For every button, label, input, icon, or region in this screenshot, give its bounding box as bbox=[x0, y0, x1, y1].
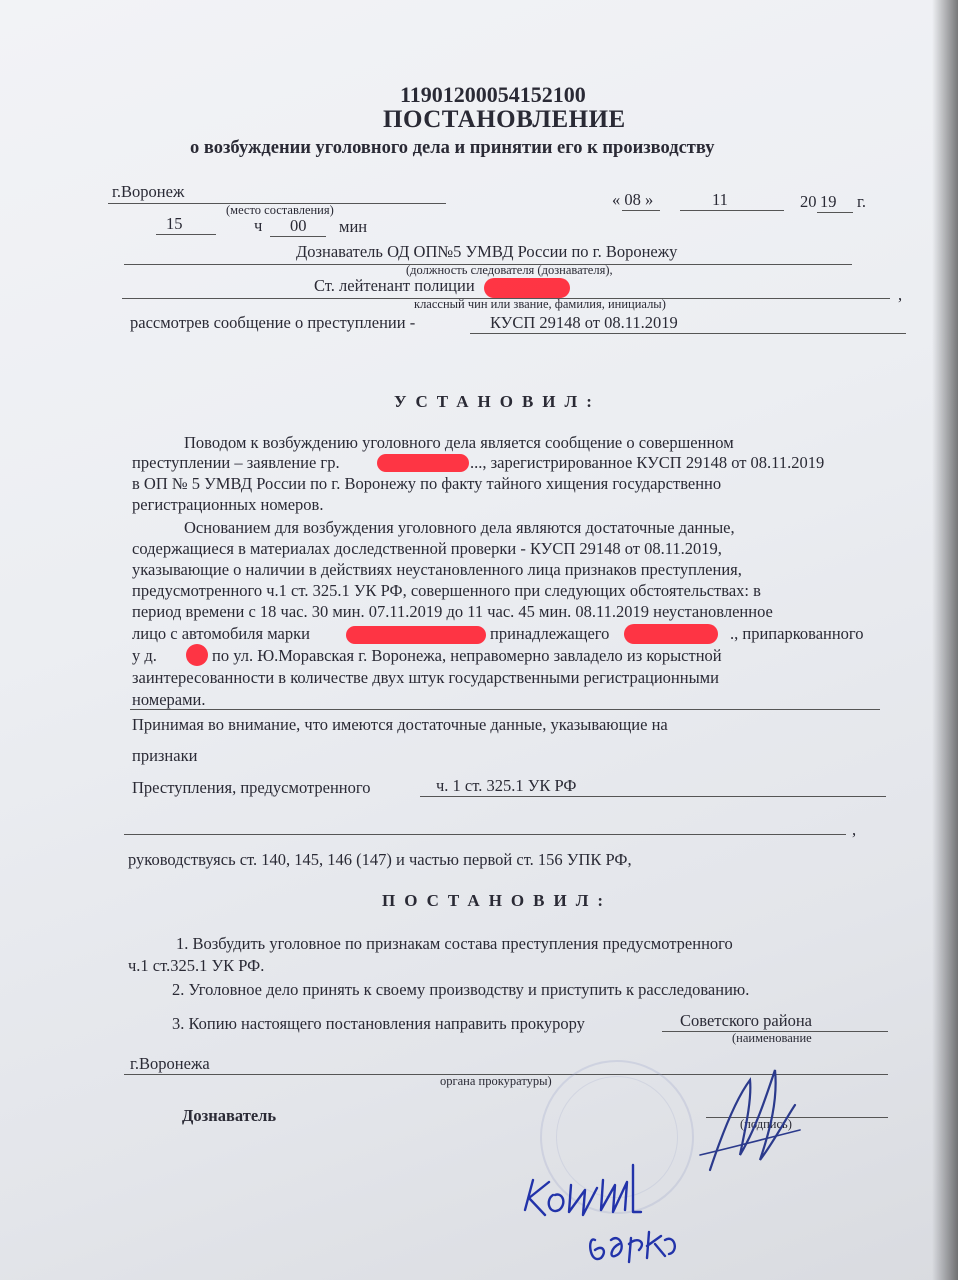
time-hour: 15 bbox=[166, 214, 183, 233]
time-minute: 00 bbox=[290, 216, 307, 235]
signature-scribble bbox=[690, 1060, 810, 1180]
para1-line4: регистрационных номеров. bbox=[132, 495, 324, 514]
officer-rank-caption: классный чин или звание, фамилия, инициалы) bbox=[414, 297, 666, 311]
document-title: ПОСТАНОВЛЕНИЕ bbox=[383, 106, 626, 133]
date-month-underline bbox=[680, 210, 784, 211]
date-year-prefix: 20 bbox=[800, 192, 817, 211]
handwritten-copy-certified bbox=[515, 1140, 685, 1280]
blank-line-comma: , bbox=[852, 820, 857, 839]
blank-line bbox=[124, 834, 846, 835]
time-minute-underline bbox=[270, 236, 326, 237]
document-subtitle: о возбуждении уголовного дела и принятии его к производству bbox=[190, 138, 715, 158]
place-caption: (место составления) bbox=[226, 203, 334, 217]
crime-label: Преступления, предусмотренного bbox=[132, 778, 371, 797]
para2-line6b: принадлежащего bbox=[490, 624, 610, 643]
time-hour-underline bbox=[156, 234, 216, 235]
crime-value: ч. 1 ст. 325.1 УК РФ bbox=[436, 776, 577, 795]
para1-line2a: преступлении – заявление гр. bbox=[132, 453, 340, 472]
page-edge-shadow bbox=[932, 0, 958, 1280]
signature-label: Дознаватель bbox=[182, 1106, 277, 1125]
para2-line1: Основанием для возбуждения уголовного дела являются достаточные данные, bbox=[184, 518, 735, 537]
case-number: 11901200054152100 bbox=[400, 82, 586, 107]
date-year-letter: г. bbox=[857, 192, 867, 211]
heading-established: УСТАНОВИЛ: bbox=[394, 392, 601, 411]
place-city: г.Воронеж bbox=[112, 182, 185, 201]
para2-line3: указывающие о наличии в действиях неустановленного лица признаков преступления, bbox=[132, 560, 742, 579]
redaction-applicant bbox=[377, 454, 469, 472]
item2: 2. Уголовное дело принять к своему производству и приступить к расследованию. bbox=[172, 980, 750, 999]
date-day-underline bbox=[622, 210, 660, 211]
redaction-officer-name bbox=[484, 278, 570, 298]
para1-line3: в ОП № 5 УМВД России по г. Воронежу по факту тайного хищения государственно bbox=[132, 474, 722, 493]
consider-line2: признаки bbox=[132, 746, 198, 765]
para1-line1: Поводом к возбуждению уголовного дела является сообщение о совершенном bbox=[184, 433, 734, 452]
organ-caption: органа прокуратуры) bbox=[440, 1074, 552, 1088]
redaction-house-number bbox=[186, 644, 208, 666]
officer-comma: , bbox=[898, 285, 903, 304]
para2-line6a: лицо с автомобиля марки bbox=[132, 624, 310, 643]
date-month: 11 bbox=[712, 190, 728, 209]
para2-line9: номерами. bbox=[132, 690, 206, 709]
item1-line1: 1. Возбудить уголовное по признакам состава преступления предусмотренного bbox=[176, 934, 733, 953]
consider-top-rule bbox=[130, 709, 880, 710]
heading-resolved: ПОСТАНОВИЛ: bbox=[382, 891, 613, 910]
para2-line4: предусмотренного ч.1 ст. 325.1 УК РФ, совершенного при следующих обстоятельствах: в bbox=[132, 581, 761, 600]
redaction-owner bbox=[624, 624, 718, 644]
para2-line6c: ., припаркованного bbox=[730, 624, 864, 643]
item3-value: Советского района bbox=[680, 1011, 812, 1030]
para2-line8: заинтересованности в количестве двух штук государственными регистрационными bbox=[132, 668, 719, 687]
para2-line5: период времени с 18 час. 30 мин. 07.11.2019 до 11 час. 45 мин. 08.11.2019 неустановленное bbox=[132, 602, 773, 621]
date-year-suffix: 19 bbox=[820, 192, 837, 211]
para2-line7b: по ул. Ю.Моравская г. Воронежа, неправомерно завладело из корыстной bbox=[212, 646, 722, 665]
date-year-underline bbox=[817, 212, 853, 213]
officer-position: Дознаватель ОД ОП№5 УМВД России по г. Воронежу bbox=[296, 242, 678, 261]
review-value: КУСП 29148 от 08.11.2019 bbox=[490, 313, 678, 332]
para2-line7a: у д. bbox=[132, 646, 157, 665]
prosecutor-city: г.Воронежа bbox=[130, 1054, 210, 1073]
time-hour-unit: ч bbox=[254, 216, 263, 235]
review-underline bbox=[470, 333, 906, 334]
officer-position-caption: (должность следователя (дознавателя), bbox=[406, 263, 613, 277]
guided-line: руководствуясь ст. 140, 145, 146 (147) и частью первой ст. 156 УПК РФ, bbox=[128, 850, 632, 869]
crime-underline bbox=[420, 796, 886, 797]
para1-line2b: ..., зарегистрированное КУСП 29148 от 08.11.2019 bbox=[470, 453, 825, 472]
review-label: рассмотрев сообщение о преступлении - bbox=[130, 313, 416, 332]
item3-label: 3. Копию настоящего постановления направить прокурору bbox=[172, 1014, 585, 1033]
officer-rank: Ст. лейтенант полиции bbox=[314, 276, 475, 295]
item1-line2: ч.1 ст.325.1 УК РФ. bbox=[128, 956, 265, 975]
para2-line2: содержащиеся в материалах доследственной проверки - КУСП 29148 от 08.11.2019, bbox=[132, 539, 722, 558]
item3-caption: (наименование bbox=[732, 1031, 812, 1045]
consider-line1: Принимая во внимание, что имеются достаточные данные, указывающие на bbox=[132, 715, 668, 734]
signature-caption: (подпись) bbox=[740, 1117, 792, 1131]
date-day: « 08 » bbox=[612, 190, 654, 209]
time-minute-unit: мин bbox=[339, 217, 368, 236]
redaction-car-brand bbox=[346, 626, 486, 644]
